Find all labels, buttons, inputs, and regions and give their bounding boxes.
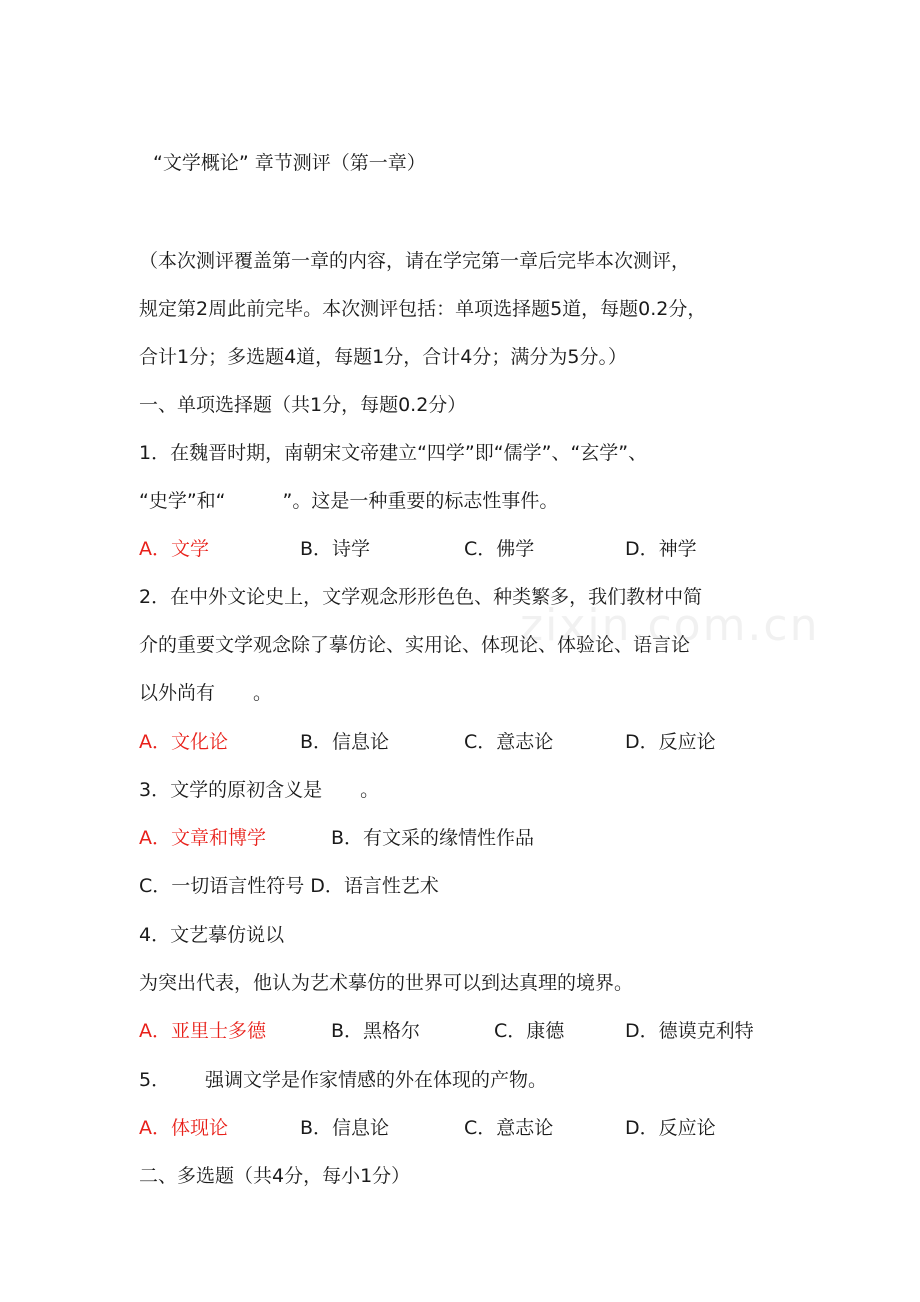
- question-2-option-b: B．信息论: [300, 731, 390, 753]
- question-3-option-b: B．有文采的缘情性作品: [331, 827, 535, 849]
- intro-line-2: 规定第2周此前完毕。本次测评包括：单项选择题5道，每题0.2分，: [139, 298, 707, 320]
- section-heading-single-choice: 一、单项选择题（共1分，每题0.2分）: [139, 394, 467, 416]
- section-heading-multi-choice: 二、多选题（共4分，每小1分）: [139, 1165, 411, 1187]
- question-4-line-2: 为突出代表，他认为艺术摹仿的世界可以到达真理的境界。: [139, 972, 634, 994]
- question-1-option-a-answer: A．文学: [139, 538, 209, 560]
- question-4-line-1: 4．文艺摹仿说以: [139, 924, 285, 946]
- question-1-option-b: B．诗学: [300, 538, 371, 560]
- question-1-option-d: D．神学: [625, 538, 697, 560]
- question-4-option-a-answer: A．亚里士多德: [139, 1020, 266, 1042]
- question-2-option-d: D．反应论: [625, 731, 716, 753]
- question-3-option-a-answer: A．文章和博学: [139, 827, 266, 849]
- question-4-option-b: B．黑格尔: [331, 1020, 421, 1042]
- question-2-line-1: 2．在中外文论史上，文学观念形形色色、种类繁多，我们教材中简: [139, 586, 703, 608]
- question-1-option-c: C．佛学: [464, 538, 535, 560]
- question-4-option-d: D．德谟克利特: [625, 1020, 754, 1042]
- question-5-option-a-answer: A．体现论: [139, 1117, 228, 1139]
- question-5-number: 5．: [139, 1069, 171, 1091]
- intro-line-3: 合计1分；多选题4道，每题1分，合计4分；满分为5分。）: [139, 346, 627, 368]
- question-5-text: 强调文学是作家情感的外在体现的产物。: [205, 1069, 548, 1091]
- question-3-options-c-d: C．一切语言性符号 D．语言性艺术: [139, 875, 439, 897]
- intro-line-1: （本次测评覆盖第一章的内容，请在学完第一章后完毕本次测评，: [139, 250, 691, 272]
- question-2-option-c: C．意志论: [464, 731, 554, 753]
- page-title: “文学概论” 章节测评（第一章）: [153, 152, 426, 174]
- question-2-line-2: 介的重要文学观念除了摹仿论、实用论、体现论、体验论、语言论: [139, 634, 691, 656]
- question-2-line-3: 以外尚有 。: [139, 682, 273, 704]
- question-5-option-d: D．反应论: [625, 1117, 716, 1139]
- question-5-option-b: B．信息论: [300, 1117, 390, 1139]
- watermark: zixin.com.cn: [520, 600, 820, 651]
- question-2-option-a-answer: A．文化论: [139, 731, 228, 753]
- question-1-line-2: “史学”和“ ”。这是一种重要的标志性事件。: [139, 490, 559, 512]
- question-5-option-c: C．意志论: [464, 1117, 554, 1139]
- question-1-line-1: 1．在魏晋时期，南朝宋文帝建立“四学”即“儒学”、“玄学”、: [139, 442, 648, 464]
- question-4-option-c: C．康德: [494, 1020, 565, 1042]
- question-3-line-1: 3．文学的原初含义是 。: [139, 779, 380, 801]
